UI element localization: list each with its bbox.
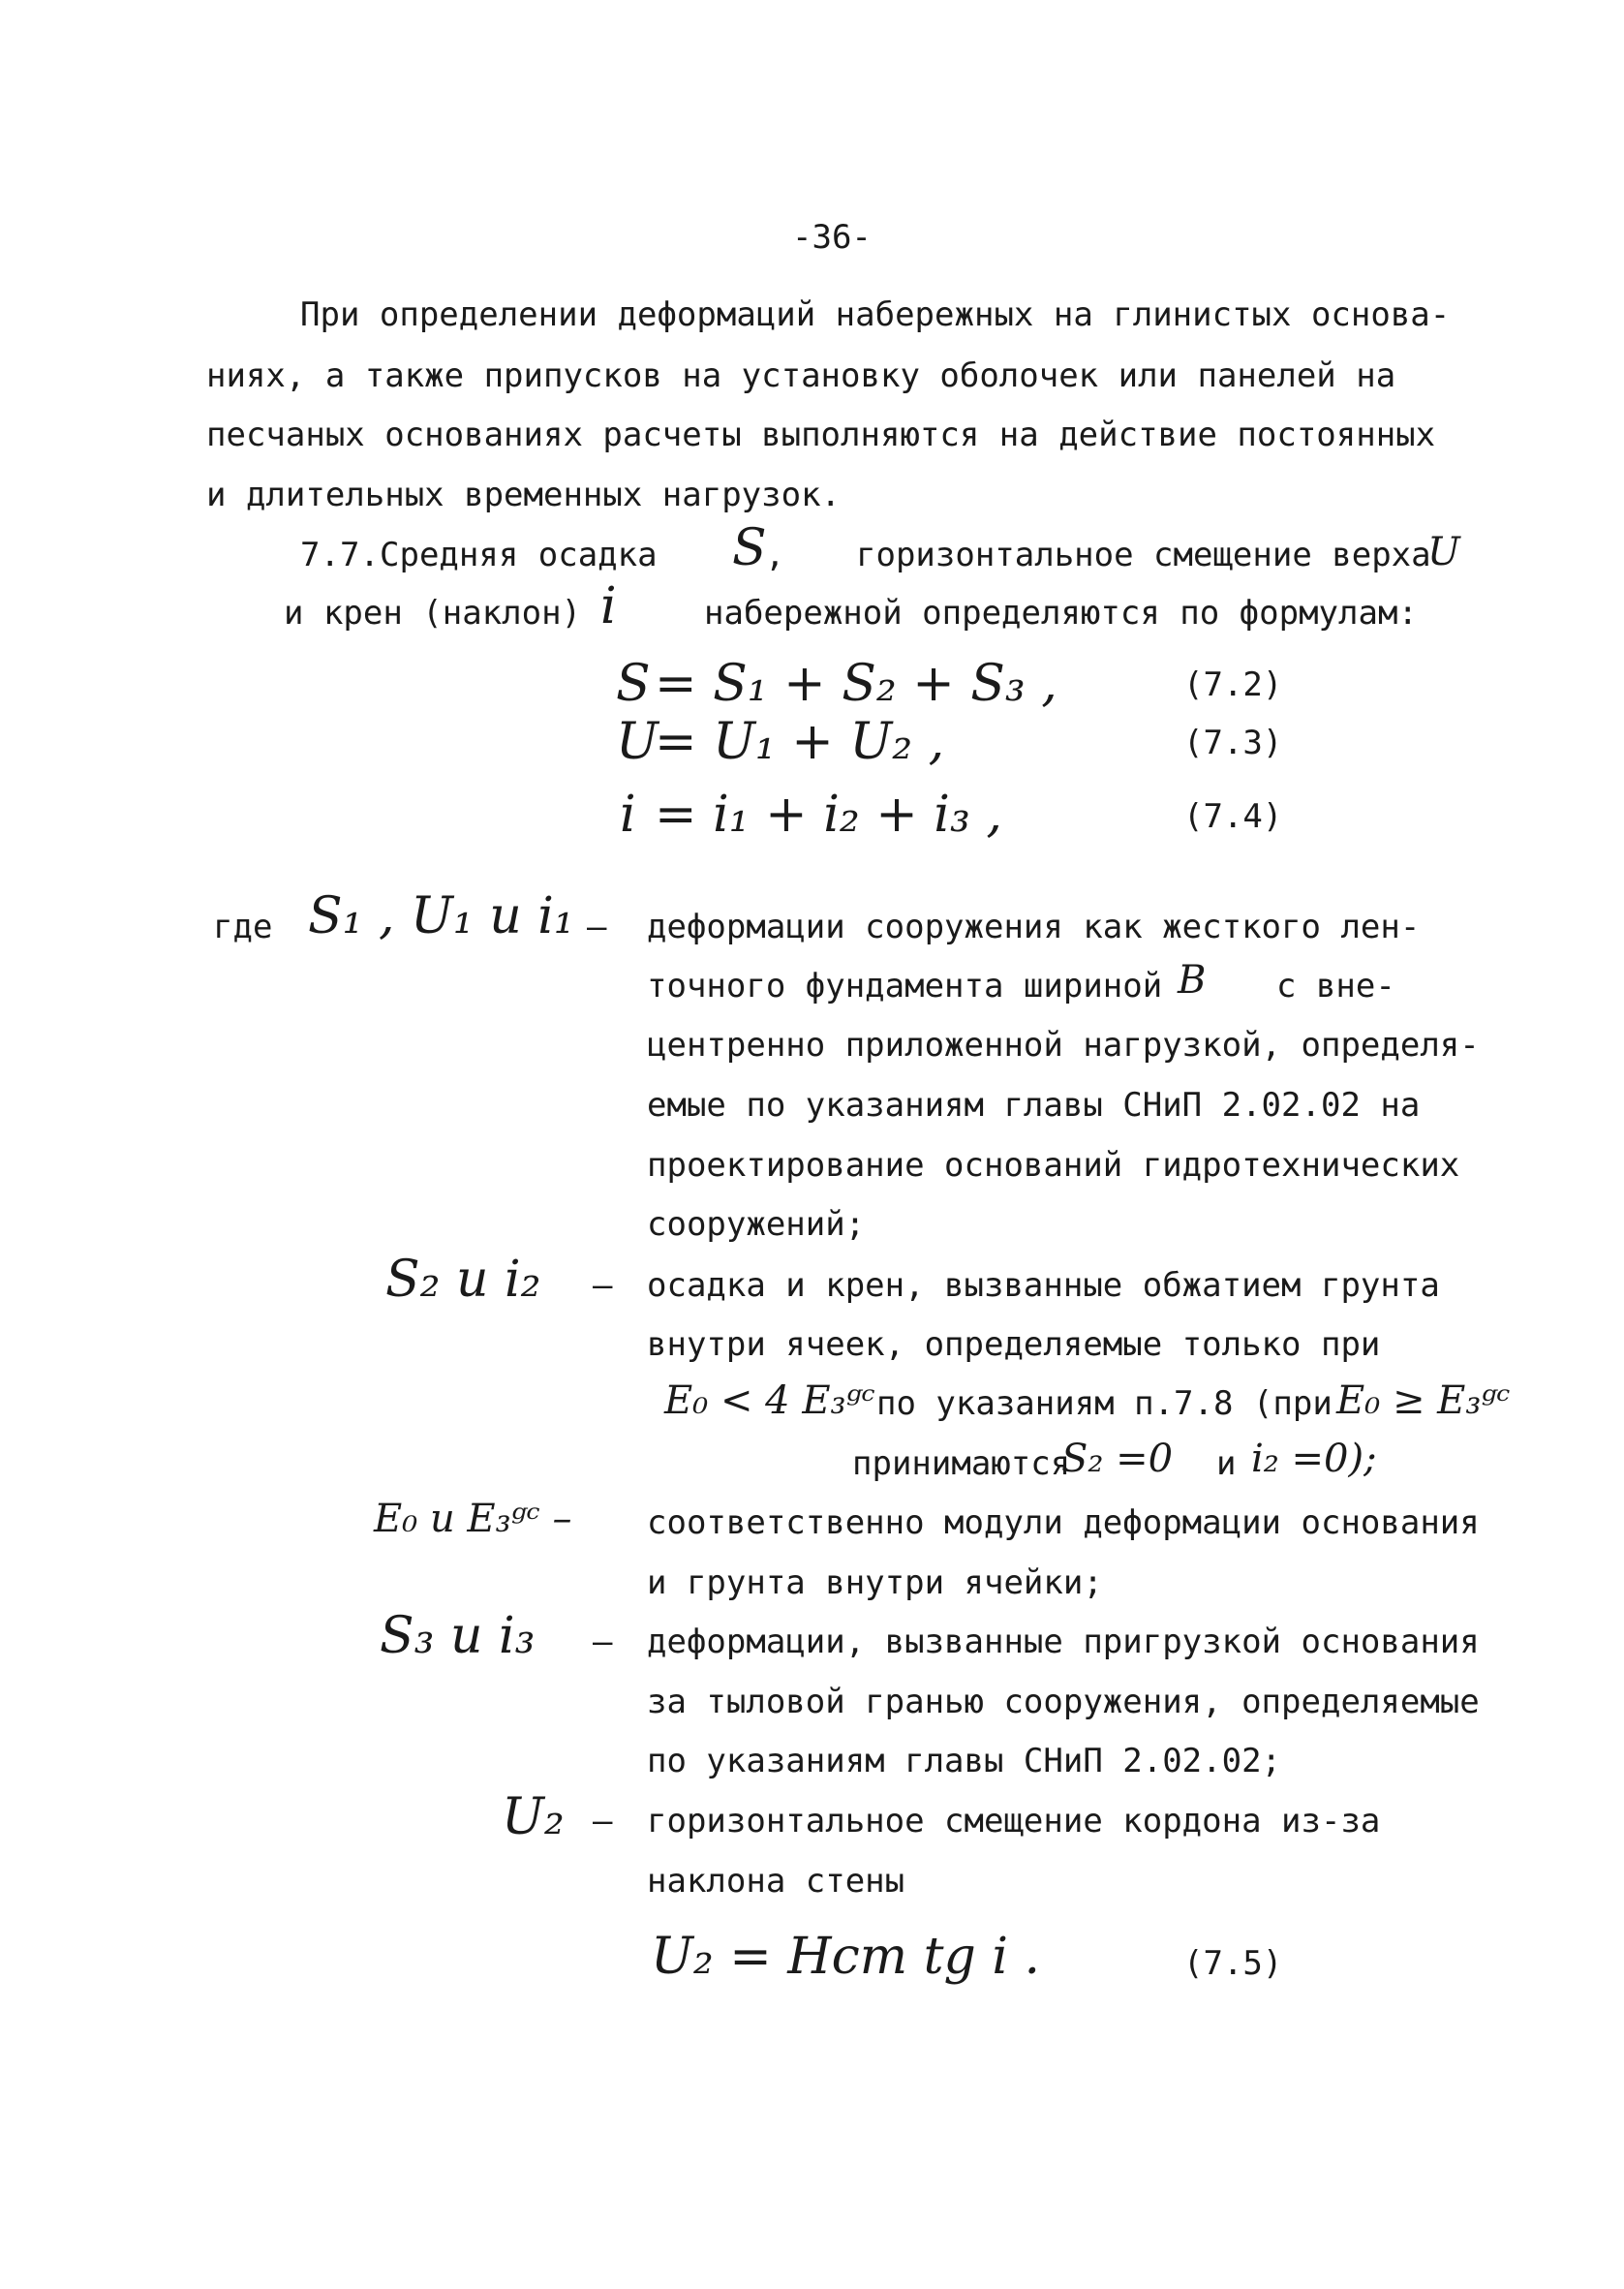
section-text-1: Средняя осадка (380, 536, 658, 574)
def3-line-2: и грунта внутри ячейки; (647, 1563, 1103, 1602)
symbol-b: B (1178, 958, 1207, 1003)
intro-line-1: При определении деформаций набережных на глинистых основа- (300, 295, 1451, 334)
def2-and: и (1216, 1444, 1237, 1483)
intro-line-2: ниях, а также припусков на установку оболочек или панелей на (206, 356, 1396, 395)
formula-7-3-number: (7.3) (1183, 724, 1283, 762)
def5-line-2: наклона стены (647, 1862, 905, 1901)
def4-line-1: деформации, вызванные пригрузкой основания (647, 1623, 1480, 1661)
symbol-i: i (600, 577, 617, 635)
formula-7-2-rhs: = S₁ + S₂ + S₃ , (655, 655, 1057, 713)
def2-condition-symbol-2: E₀ ≥ E₃ᵍᶜ (1336, 1378, 1511, 1423)
def2-line-1: осадка и крен, вызванные обжатием грунта (647, 1266, 1440, 1305)
def2-symbols: S₂ и i₂ (385, 1251, 541, 1309)
section-text-2: горизонтальное смещение верха (856, 536, 1431, 574)
def5-symbol: U₂ (502, 1788, 565, 1846)
def2-accept-s: S₂ =0 (1061, 1437, 1174, 1481)
symbol-u: U (1427, 530, 1460, 574)
where-label: где (213, 908, 273, 946)
def2-accept-text: принимаются (852, 1444, 1071, 1483)
formula-7-2-lhs: S (616, 655, 651, 713)
formula-7-4-rhs: = i₁ + i₂ + i₃ , (655, 786, 1002, 844)
def1-line-2b: с вне- (1276, 967, 1395, 1005)
formula-7-4-number: (7.4) (1183, 797, 1283, 836)
def2-condition-text: по указаниям п.7.8 (при (876, 1384, 1333, 1423)
def4-line-2: за тыловой гранью сооружения, определяемые (647, 1683, 1480, 1721)
def5-line-1: горизонтальное смещение кордона из-за (647, 1802, 1381, 1840)
def4-dash: – (593, 1623, 613, 1661)
formula-7-2-number: (7.2) (1183, 665, 1283, 704)
def1-dash: – (587, 908, 607, 946)
def4-symbols: S₃ и i₃ (380, 1607, 536, 1665)
def1-line-6: сооружений; (647, 1205, 866, 1244)
def2-dash: – (593, 1266, 613, 1305)
def3-line-1: соответственно модули деформации основания (647, 1503, 1480, 1542)
page-number: -36- (792, 218, 872, 257)
intro-line-4: и длительных временных нагрузок. (206, 476, 842, 514)
section-number: 7.7. (300, 536, 380, 574)
section-text-4: набережной определяются по формулам: (704, 594, 1418, 633)
intro-line-3: песчаных основаниях расчеты выполняются на действие постоянных (206, 416, 1436, 454)
formula-7-5: U₂ = Hст tg i . (651, 1928, 1041, 1986)
formula-7-3-lhs: U (616, 713, 659, 771)
formula-7-4-lhs: i (620, 786, 636, 844)
formula-7-3-rhs: = U₁ + U₂ , (655, 713, 945, 771)
formula-7-5-number: (7.5) (1183, 1944, 1283, 1983)
def2-condition-symbol: E₀ < 4 E₃ᵍᶜ (664, 1378, 875, 1423)
section-text-3: и крен (наклон) (284, 594, 582, 633)
symbol-s: S (732, 519, 767, 577)
def2-line-2: внутри ячеек, определяемые только при (647, 1325, 1381, 1364)
def1-line-4: емые по указаниям главы СНиП 2.02.02 на (647, 1086, 1421, 1125)
def2-accept-i: i₂ =0); (1251, 1437, 1377, 1481)
def3-symbols: E₀ и E₃ᵍᶜ – (374, 1497, 572, 1541)
def4-line-3: по указаниям главы СНиП 2.02.02; (647, 1742, 1282, 1780)
comma: , (765, 536, 785, 574)
def5-dash: – (593, 1802, 613, 1840)
def1-line-1: деформации сооружения как жесткого лен- (647, 908, 1421, 946)
def1-symbols: S₁ , U₁ и i₁ (308, 887, 574, 945)
def1-line-3: центренно приложенной нагрузкой, определя- (647, 1026, 1480, 1065)
def1-line-5: проектирование оснований гидротехнических (647, 1146, 1460, 1185)
def1-line-2: точного фундамента шириной (647, 967, 1163, 1005)
